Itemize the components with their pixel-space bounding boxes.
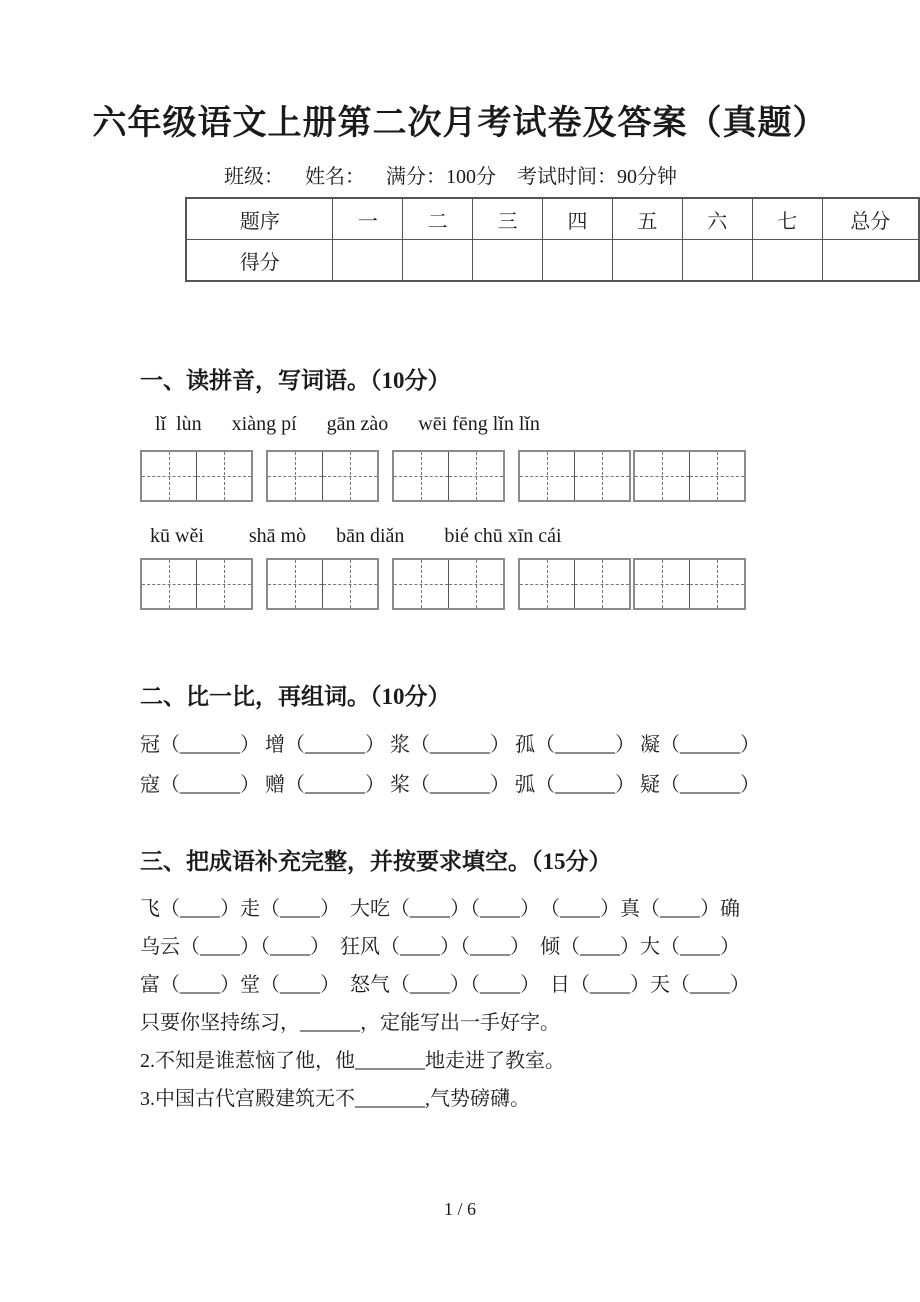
writing-grid-cell xyxy=(142,452,196,500)
writing-grid-cell xyxy=(196,560,251,608)
writing-grid-group xyxy=(266,558,379,610)
writing-grid-row-2 xyxy=(140,558,920,610)
section-1-heading: 一、读拼音，写词语。（10分） xyxy=(140,368,451,393)
score-cell-total xyxy=(822,240,919,282)
writing-grid-group xyxy=(633,450,746,502)
idiom-row-1: 飞（____）走（____） 大吃（____）（____） （____）真（____）确 xyxy=(140,898,740,920)
score-cell xyxy=(543,240,613,282)
word-formation-row-2: 寇（______） 赠（______） 桨（______） 弧（______） 疑（______） xyxy=(140,774,760,796)
fill-line-2: 2.不知是谁惹恼了他，他_______地走进了教室。 xyxy=(140,1050,565,1072)
writing-grid-cell xyxy=(520,560,574,608)
score-table xyxy=(185,197,920,282)
fill-line-3: 3.中国古代宫殿建筑无不_______,气势磅礴。 xyxy=(140,1088,530,1110)
info-class-label: 班级： xyxy=(224,166,284,188)
info-name-label: 姓名： xyxy=(305,166,365,188)
score-row-label: 得分 xyxy=(186,240,333,282)
idiom-row-2: 乌云（____）（____） 狂风（____）（____） 倾（____）大（____） xyxy=(140,936,740,958)
writing-grid-group xyxy=(518,450,631,502)
writing-grid-cell xyxy=(196,452,251,500)
score-cell xyxy=(473,240,543,282)
writing-grid-cell xyxy=(142,560,196,608)
score-table-col-total: 总分 xyxy=(822,198,919,240)
writing-grid-cell xyxy=(448,560,503,608)
pinyin-line-1: lǐ lùn xiàng pí gān zào wēi fēng lǐn lǐn xyxy=(140,413,540,435)
writing-grid-cell xyxy=(268,560,322,608)
score-table-header-row xyxy=(186,198,919,240)
writing-grid-cell xyxy=(635,452,689,500)
writing-grid-cell xyxy=(520,452,574,500)
score-table-col-3: 三 xyxy=(473,198,543,240)
score-table-col-4: 四 xyxy=(543,198,613,240)
writing-grid-group xyxy=(266,450,379,502)
writing-grid-cell xyxy=(574,452,629,500)
word-formation-row-1: 冠（______） 增（______） 浆（______） 孤（______） 凝（______） xyxy=(140,734,760,756)
score-table-col-7: 七 xyxy=(752,198,822,240)
writing-grid-cell xyxy=(322,452,377,500)
writing-grid-group xyxy=(140,450,253,502)
writing-grid-cell xyxy=(574,560,629,608)
writing-grid-cell xyxy=(635,560,689,608)
score-cell xyxy=(682,240,752,282)
score-table-score-row xyxy=(186,240,919,282)
writing-grid-cell xyxy=(448,452,503,500)
writing-grid-row-1 xyxy=(140,450,920,502)
writing-grid-group xyxy=(140,558,253,610)
pinyin-line-2: kū wěi shā mò bān diǎn bié chū xīn cái xyxy=(140,525,562,547)
writing-grid-group xyxy=(518,558,631,610)
score-table-col-2: 二 xyxy=(403,198,473,240)
score-cell xyxy=(612,240,682,282)
writing-grid-cell xyxy=(268,452,322,500)
info-full-score-label: 满分：100分 xyxy=(386,166,496,188)
writing-grid-group xyxy=(392,558,505,610)
page-number: 1 / 6 xyxy=(443,1199,476,1219)
score-table-col-5: 五 xyxy=(612,198,682,240)
page-title: 六年级语文上册第二次月考试卷及答案（真题） xyxy=(92,105,828,142)
score-table-col-1: 一 xyxy=(333,198,403,240)
score-cell xyxy=(752,240,822,282)
writing-grid-group xyxy=(633,558,746,610)
score-cell xyxy=(333,240,403,282)
fill-line-1: 只要你坚持练习，______，定能写出一手好字。 xyxy=(140,1012,560,1034)
section-2-heading: 二、比一比，再组词。（10分） xyxy=(140,684,451,709)
writing-grid-cell xyxy=(394,452,448,500)
writing-grid-cell xyxy=(394,560,448,608)
score-table-header-label: 题序 xyxy=(186,198,333,240)
writing-grid-cell xyxy=(689,560,744,608)
info-exam-time-label: 考试时间：90分钟 xyxy=(517,166,677,188)
idiom-row-3: 富（____）堂（____） 怒气（____）（____） 日（____）天（____） xyxy=(140,974,750,996)
section-3-heading: 三、把成语补充完整，并按要求填空。（15分） xyxy=(140,849,612,874)
score-cell xyxy=(403,240,473,282)
writing-grid-cell xyxy=(322,560,377,608)
writing-grid-group xyxy=(392,450,505,502)
score-table-col-6: 六 xyxy=(682,198,752,240)
writing-grid-cell xyxy=(689,452,744,500)
exam-info-line xyxy=(224,164,920,190)
